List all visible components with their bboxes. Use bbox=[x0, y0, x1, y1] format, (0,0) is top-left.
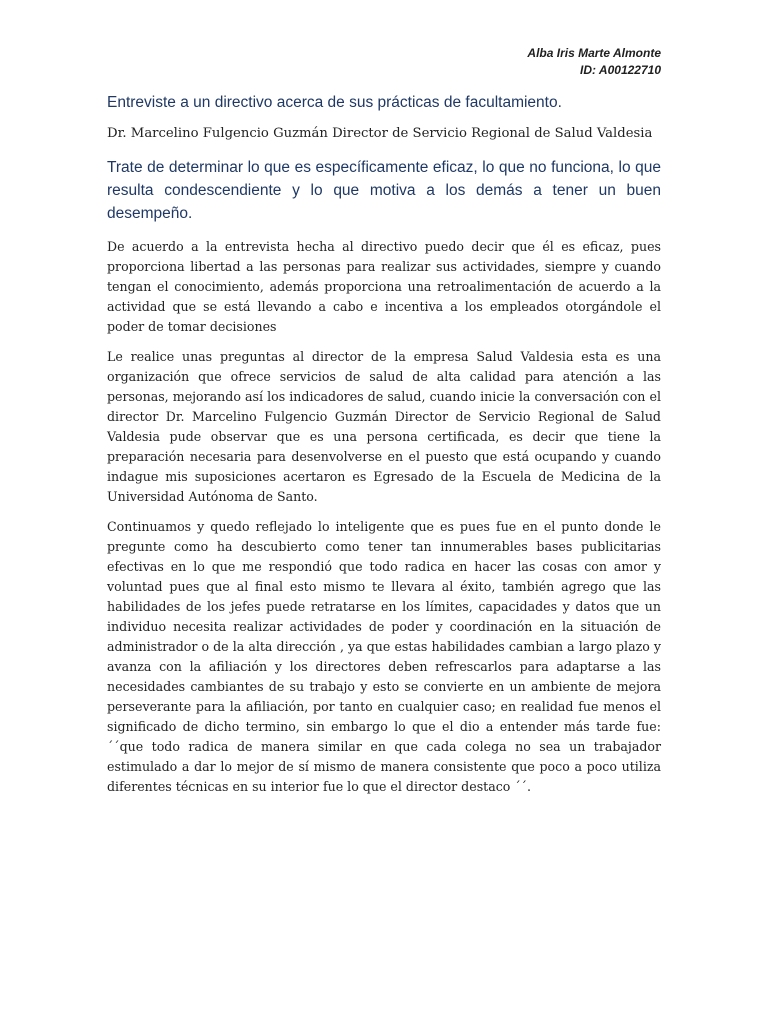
heading-determine-task: Trate de determinar lo que es específicamente eficaz, lo que no funciona, lo que resulta condescendiente y lo que motiva a los demás a tener un buen desempeño. bbox=[107, 159, 661, 222]
body-paragraph-3: Continuamos y quedo reflejado lo inteligente que es pues fue en el punto donde le pregunte como ha descubierto como tener tan innumerables bases publicitarias efectivas en lo que me respondió que todo radica en hacer las cosas con amor y voluntad pues que al final esto mismo te llevara al éxito, también agrego que las habilidades de los jefes puede retratarse en los límites, capacidades y datos que un individuo necesita realizar actividades de poder y coordinación en la situación de administrador o de la alta dirección , ya que estas habilidades cambian a largo plazo y avanza con la afiliación y los directores deben refrescarlos para adaptarse a las necesidades cambiantes de su trabajo y esto se convierte en un ambiente de mejora perseverante para la afiliación, por tanto en cualquier caso; en realidad fue menos el significado de dicho termino, sin embargo lo que el dio a entender más tarde fue: ´´que todo radica de manera similar en que cada colega no sea un trabajador estimulado a dar lo mejor de sí mismo de manera consistente que poco a poco utiliza diferentes técnicas en su interior fue lo que el director destaco ´´. bbox=[107, 519, 661, 794]
author-name: Alba Iris Marte Almonte bbox=[527, 46, 661, 60]
author-block bbox=[527, 45, 661, 79]
document-body bbox=[107, 92, 661, 807]
body-paragraph-1: De acuerdo a la entrevista hecha al directivo puedo decir que él es eficaz, pues proporciona libertad a las personas para realizar sus actividades, siempre y cuando tengan el conocimiento, además proporciona una retroalimentación de acuerdo a la actividad que se está llevando a cabo e incentiva a los empleados otorgándole el poder de tomar decisiones bbox=[107, 239, 661, 334]
interviewee-line: Dr. Marcelino Fulgencio Guzmán Director de Servicio Regional de Salud Valdesia bbox=[107, 126, 653, 141]
body-paragraph-2: Le realice unas preguntas al director de la empresa Salud Valdesia esta es una organización que ofrece servicios de salud de alta calidad para atención a las personas, mejorando así los indicadores de salud, cuando inicie la conversación con el director Dr. Marcelino Fulgencio Guzmán Director de Servicio Regional de Salud Valdesia pude observar que es una persona certificada, es decir que tiene la preparación necesaria para desenvolverse en el puesto que está ocupando y cuando indague mis suposiciones acertaron es Egresado de la Escuela de Medicina de la Universidad Autónoma de Santo. bbox=[107, 349, 661, 504]
heading-interview-task: Entreviste a un directivo acerca de sus prácticas de facultamiento. bbox=[107, 94, 562, 111]
author-id: ID: A00122710 bbox=[580, 63, 661, 77]
